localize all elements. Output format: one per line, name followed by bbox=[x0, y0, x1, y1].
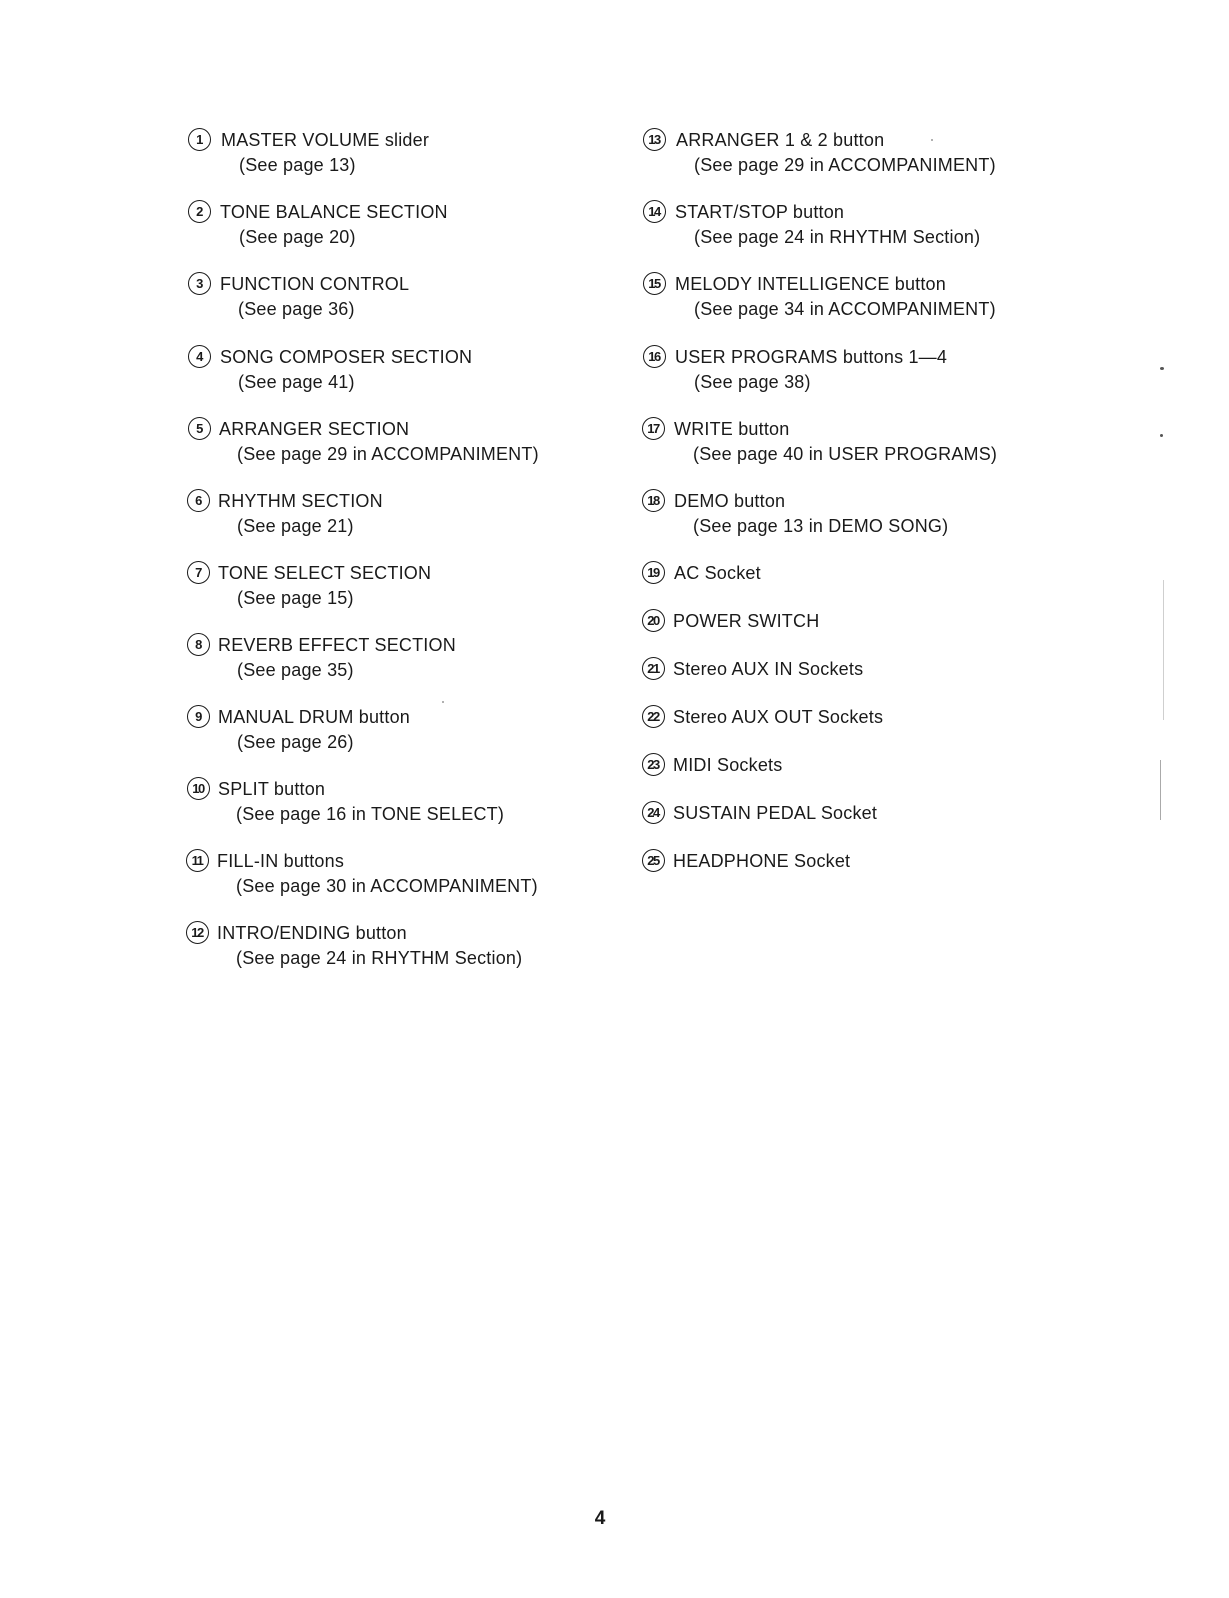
item-label: Stereo AUX OUT Sockets bbox=[673, 707, 884, 727]
item-number-badge: 3 bbox=[188, 272, 211, 295]
page-reference: (See page 15) bbox=[237, 588, 354, 608]
page-reference: (See page 20) bbox=[239, 227, 356, 247]
page-reference: (See page 34 in ACCOMPANIMENT) bbox=[694, 299, 996, 319]
page-reference: (See page 40 in USER PROGRAMS) bbox=[693, 444, 998, 464]
page-reference: (See page 29 in ACCOMPANIMENT) bbox=[694, 155, 996, 175]
item-number-badge: 19 bbox=[642, 561, 665, 584]
page-number: 4 bbox=[594, 1508, 606, 1529]
item-number-badge: 5 bbox=[188, 417, 211, 440]
item-label: TONE SELECT SECTION bbox=[218, 563, 432, 583]
item-number-badge: 7 bbox=[187, 561, 210, 584]
scan-speck bbox=[442, 701, 444, 703]
item-label: SONG COMPOSER SECTION bbox=[220, 347, 473, 367]
item-label: MANUAL DRUM button bbox=[218, 707, 410, 727]
item-label: FILL-IN buttons bbox=[217, 851, 345, 871]
item-number-badge: 25 bbox=[642, 849, 665, 872]
item-label: AC Socket bbox=[674, 563, 761, 583]
item-number-badge: 1 bbox=[188, 128, 211, 151]
item-label: MELODY INTELLIGENCE button bbox=[675, 274, 946, 294]
page-reference: (See page 24 in RHYTHM Section) bbox=[236, 948, 523, 968]
item-number-badge: 18 bbox=[642, 489, 665, 512]
item-label: MIDI Sockets bbox=[673, 755, 783, 775]
item-label: INTRO/ENDING button bbox=[217, 923, 407, 943]
item-label: TONE BALANCE SECTION bbox=[220, 202, 448, 222]
item-number-badge: 21 bbox=[642, 657, 665, 680]
page-reference: (See page 29 in ACCOMPANIMENT) bbox=[237, 444, 539, 464]
item-label: MASTER VOLUME slider bbox=[221, 130, 430, 150]
item-number-badge: 6 bbox=[187, 489, 210, 512]
item-number-badge: 23 bbox=[642, 753, 665, 776]
page-reference: (See page 24 in RHYTHM Section) bbox=[694, 227, 981, 247]
item-number-badge: 13 bbox=[643, 128, 666, 151]
item-number-badge: 15 bbox=[643, 272, 666, 295]
item-label: POWER SWITCH bbox=[673, 611, 820, 631]
item-number-badge: 20 bbox=[642, 609, 665, 632]
item-label: ARRANGER 1 & 2 button bbox=[676, 130, 885, 150]
page-reference: (See page 38) bbox=[694, 372, 811, 392]
page-reference: (See page 30 in ACCOMPANIMENT) bbox=[236, 876, 538, 896]
page-reference: (See page 13 in DEMO SONG) bbox=[693, 516, 949, 536]
scan-edge-mark bbox=[1160, 760, 1161, 820]
item-label: WRITE button bbox=[674, 419, 790, 439]
item-label: USER PROGRAMS buttons 1—4 bbox=[675, 347, 948, 367]
item-number-badge: 24 bbox=[642, 801, 665, 824]
item-number-badge: 10 bbox=[187, 777, 210, 800]
page-reference: (See page 16 in TONE SELECT) bbox=[236, 804, 505, 824]
item-label: RHYTHM SECTION bbox=[218, 491, 383, 511]
page-reference: (See page 26) bbox=[237, 732, 354, 752]
item-label: FUNCTION CONTROL bbox=[220, 274, 410, 294]
item-number-badge: 17 bbox=[642, 417, 665, 440]
item-label: START/STOP button bbox=[675, 202, 845, 222]
scan-speck bbox=[1160, 434, 1163, 437]
page-reference: (See page 13) bbox=[239, 155, 356, 175]
page-reference: (See page 41) bbox=[238, 372, 355, 392]
item-number-badge: 16 bbox=[643, 345, 666, 368]
item-number-badge: 11 bbox=[186, 849, 209, 872]
item-label: Stereo AUX IN Sockets bbox=[673, 659, 864, 679]
item-label: SPLIT button bbox=[218, 779, 326, 799]
item-number-badge: 2 bbox=[188, 200, 211, 223]
item-label: HEADPHONE Socket bbox=[673, 851, 851, 871]
scan-speck bbox=[931, 139, 933, 141]
item-number-badge: 8 bbox=[187, 633, 210, 656]
page-reference: (See page 35) bbox=[237, 660, 354, 680]
scan-edge-mark bbox=[1163, 580, 1164, 720]
item-number-badge: 4 bbox=[188, 345, 211, 368]
scan-speck bbox=[1160, 367, 1164, 370]
item-label: ARRANGER SECTION bbox=[219, 419, 410, 439]
item-number-badge: 9 bbox=[187, 705, 210, 728]
item-number-badge: 22 bbox=[642, 705, 665, 728]
item-number-badge: 14 bbox=[643, 200, 666, 223]
page-reference: (See page 21) bbox=[237, 516, 354, 536]
item-number-badge: 12 bbox=[186, 921, 209, 944]
item-label: REVERB EFFECT SECTION bbox=[218, 635, 456, 655]
item-label: DEMO button bbox=[674, 491, 786, 511]
item-label: SUSTAIN PEDAL Socket bbox=[673, 803, 878, 823]
page-reference: (See page 36) bbox=[238, 299, 355, 319]
